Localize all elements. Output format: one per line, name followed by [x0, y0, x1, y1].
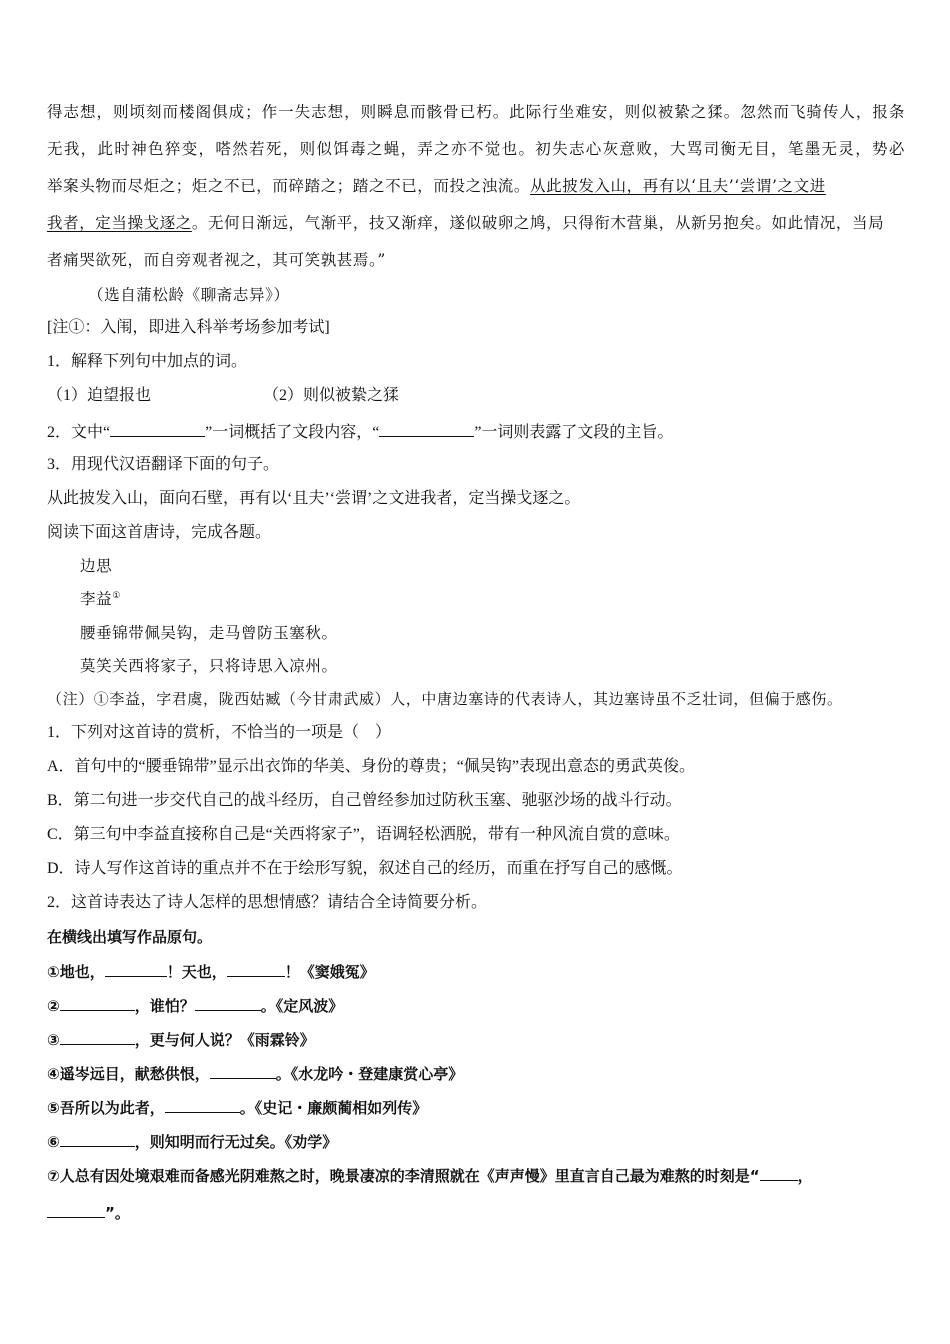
answer-blank[interactable] — [110, 420, 205, 437]
question-a3-sentence: 从此披发入山，面向石壁，再有以‘且夫’‘尝谓’之文进我者，定当操戈逐之。 — [47, 490, 581, 507]
passage-line-4-text: 。无何日渐远，气渐平，技又渐痒，遂似破卵之鸠，只得衔木营巢，从新另抱矣。如此情况，当局 — [191, 214, 885, 232]
fill-item-7 — [47, 1164, 905, 1187]
answer-blank[interactable] — [105, 960, 167, 977]
answer-blank[interactable] — [60, 1130, 135, 1147]
fill-item-1-part2: ！天也， — [166, 963, 227, 981]
fill-item-3 — [47, 1028, 905, 1051]
fill-item-6-part2: ，则知明而行无过矣。《劝学》 — [134, 1133, 338, 1151]
question-a2-part2: ”一词概括了文段内容，“ — [205, 424, 380, 441]
answer-blank[interactable] — [195, 994, 261, 1011]
passage-line-2: 无我，此时神色猝变，嗒然若死，则似饵毒之蝇，弄之亦不觉也。初失志心灰意败，大骂司衡无目，笔墨无灵，势必 — [47, 140, 905, 158]
question-a2 — [47, 420, 905, 444]
question-a1: 1．解释下列句中加点的词。 — [47, 353, 248, 370]
poem-author — [80, 588, 905, 610]
question-a1-item-1: （1）迫望报也 — [47, 387, 152, 404]
question-b2: 2．这首诗表达了诗人怎样的思想情感？请结合全诗简要分析。 — [47, 894, 488, 911]
option-a: A．首句中的“腰垂锦带”显示出衣饰的华美、身份的尊贵；“佩吴钩”表现出意态的勇武英俊。 — [47, 758, 695, 775]
question-b1: 1．下列对这首诗的赏析，不恰当的一项是（ ） — [47, 724, 392, 741]
answer-blank[interactable] — [165, 1096, 240, 1113]
passage-line-1: 得志想，则顷刻而楼阁俱成；作一失志想，则瞬息而骸骨已朽。此际行坐难安，则似被絷之猱。忽然而飞骑传人，报条 — [47, 103, 905, 121]
answer-blank[interactable] — [60, 1028, 135, 1045]
fill-item-5-part1: ⑤吾所以为此者， — [47, 1099, 165, 1117]
answer-blank[interactable] — [379, 420, 474, 437]
answer-blank[interactable] — [760, 1164, 798, 1181]
fill-item-6-part1: ⑥ — [47, 1133, 60, 1151]
passage-line-3-text: 举案头物而尽炬之；炬之不已，而碎踏之；踏之不已，而投之浊流。 — [47, 177, 531, 195]
fill-item-7-part1: ⑦人总有因处境艰难而备感光阴难熬之时，晚景凄凉的李清照就在《声声慢》里直言自己最为难熬的时刻是“ — [47, 1167, 760, 1185]
passage-line-4 — [47, 212, 905, 234]
answer-blank[interactable] — [227, 960, 285, 977]
answer-blank[interactable] — [210, 1062, 276, 1079]
answer-blank[interactable] — [60, 994, 135, 1011]
fill-item-2-part2: ，谁怕？ — [134, 997, 195, 1015]
fill-item-1-part3: ！《窦娥冤》 — [284, 963, 375, 981]
fill-item-3-part2: ，更与何人说？《雨霖铃》 — [134, 1031, 315, 1049]
poem-line-2: 莫笑关西将家子，只将诗思入凉州。 — [80, 657, 338, 675]
passage-line-3 — [47, 175, 905, 197]
fill-item-5-part2: 。《史记・廉颇蔺相如列传》 — [239, 1099, 428, 1117]
fill-item-6 — [47, 1130, 905, 1153]
poem-author-name: 李益 — [80, 590, 113, 608]
fill-item-7-part2: ， — [797, 1167, 813, 1185]
poem-line-1: 腰垂锦带佩吴钩，走马曾防玉塞秋。 — [80, 624, 338, 642]
fill-item-4 — [47, 1062, 905, 1085]
poem-note: （注）①李益，字君虞，陇西姑臧（今甘肃武威）人，中唐边塞诗的代表诗人，其边塞诗虽不乏壮词，但偏于感伤。 — [47, 690, 843, 708]
question-a1-item-2: （2）则似被絷之猱 — [263, 387, 400, 404]
poem-author-note-mark: ① — [112, 590, 121, 601]
option-c: C．第三句中李益直接称自己是“关西将家子”，语调轻松洒脱，带有一种风流自赏的意味。 — [47, 826, 680, 843]
fill-item-1-part1: ①地也， — [47, 963, 105, 981]
fill-item-4-part1: ④遥岑远目，献愁供恨， — [47, 1065, 210, 1083]
question-a3: 3．用现代汉语翻译下面的句子。 — [47, 456, 280, 473]
question-a1-items — [47, 385, 905, 407]
passage-line-5: 者痛哭欲死，而自旁观者视之，其可笑孰甚焉。” — [47, 251, 386, 269]
fill-item-1 — [47, 960, 905, 983]
passage-source: （选自蒲松龄《聊斋志异》） — [88, 286, 290, 304]
fill-heading: 在横线出填写作品原句。 — [47, 928, 213, 946]
fill-item-4-part2: 。《水龙吟・登建康赏心亭》 — [275, 1065, 464, 1083]
fill-item-7-continued — [47, 1201, 905, 1224]
question-a2-part1: 2．文中“ — [47, 424, 111, 441]
passage-note: [注①：入闱，即进入科举考场参加考试] — [47, 319, 330, 336]
fill-item-2 — [47, 994, 905, 1017]
question-a2-part3: ”一词则表露了文段的主旨。 — [474, 424, 674, 441]
fill-item-5 — [47, 1096, 905, 1119]
passage-underlined-sentence-part1: 从此披发入山，再有以‘且夫’‘尝谓’之文进 — [530, 177, 826, 195]
option-b: B．第二句进一步交代自己的战斗经历，自己曾经参加过防秋玉塞、驰驱沙场的战斗行动。 — [47, 792, 682, 809]
option-d: D．诗人写作这首诗的重点并不在于绘形写貌，叙述自己的经历，而重在抒写自己的感慨。 — [47, 860, 683, 877]
fill-item-2-part1: ② — [47, 997, 60, 1015]
passage-underlined-sentence-part2: 我者，定当操戈逐之 — [47, 214, 192, 232]
fill-item-2-part3: 。《定风波》 — [260, 997, 344, 1015]
poem-intro: 阅读下面这首唐诗，完成各题。 — [47, 524, 272, 541]
fill-item-7-part3: ”。 — [105, 1204, 130, 1222]
poem-title: 边思 — [80, 557, 113, 575]
fill-item-3-part1: ③ — [47, 1031, 60, 1049]
answer-blank[interactable] — [47, 1201, 105, 1218]
